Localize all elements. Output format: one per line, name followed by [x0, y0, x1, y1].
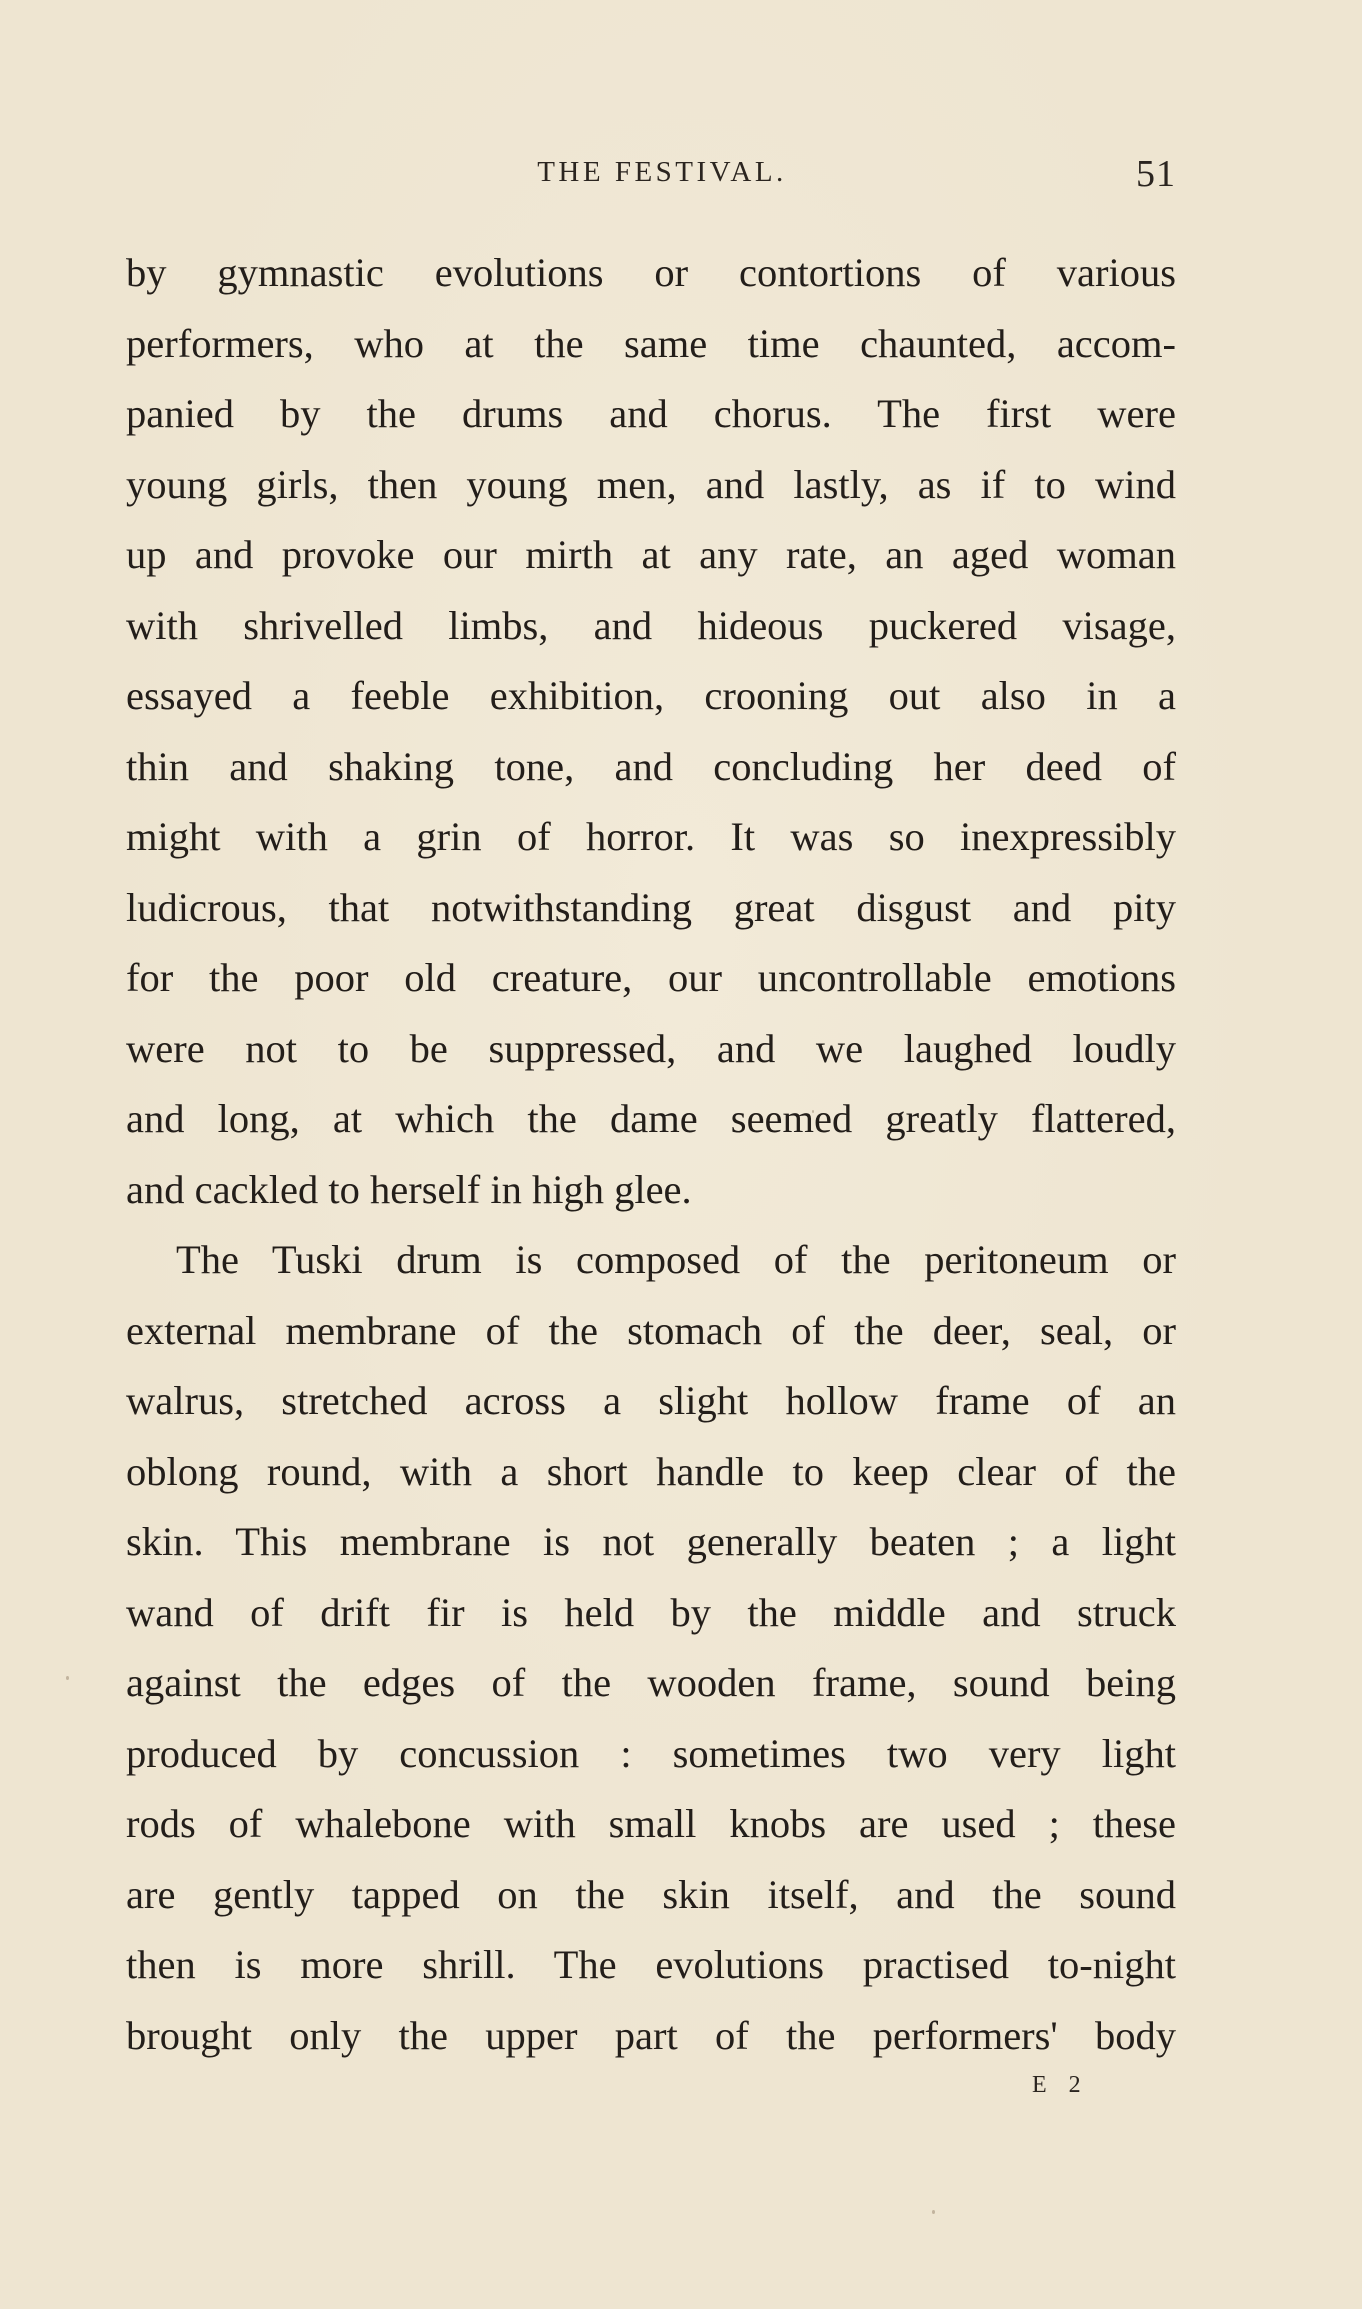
paper-speck [66, 1676, 69, 1680]
text-line: wand of drift fir is held by the middle and struck [126, 1589, 1176, 1635]
text-line: brought only the upper part of the performers' body [126, 2012, 1176, 2058]
text-line: walrus, stretched across a slight hollow frame of an [126, 1378, 1176, 1423]
running-title: THE FESTIVAL. [537, 156, 787, 188]
text-line: are gently tapped on the skin itself, and the sound [126, 1871, 1176, 1917]
text-line: thin and shaking tone, and concluding her deed of [126, 743, 1176, 789]
paper-speck [812, 1110, 814, 1113]
text-line: with shrivelled limbs, and hideous puckered visage, [126, 602, 1176, 648]
text-line: external membrane of the stomach of the deer, seal, or [126, 1307, 1176, 1353]
text-line: oblong round, with a short handle to keep clear of the [126, 1448, 1176, 1494]
text-line: young girls, then young men, and lastly, as if to wind [126, 461, 1176, 507]
text-line: then is more shrill. The evolutions practised to-night [126, 1942, 1176, 1987]
page-number: 51 [1136, 153, 1176, 195]
running-head [126, 152, 1176, 200]
text-line: skin. This membrane is not generally beaten ; a light [126, 1519, 1176, 1564]
paragraph-start-line: The Tuski drum is composed of the peritoneum or [176, 1237, 1176, 1282]
paper-speck [932, 2210, 935, 2214]
text-line: were not to be suppressed, and we laughed loudly [126, 1025, 1176, 1071]
text-line: panied by the drums and chorus. The first were [126, 391, 1176, 436]
text-line: ludicrous, that notwithstanding great disgust and pity [126, 884, 1176, 930]
text-line: up and provoke our mirth at any rate, an aged woman [126, 532, 1176, 577]
signature-mark: E 2 [1032, 2072, 1089, 2098]
text-line: and cackled to herself in high glee. [126, 1166, 692, 1212]
text-line: essayed a feeble exhibition, crooning out also in a [126, 673, 1176, 718]
text-line: rods of whalebone with small knobs are used ; these [126, 1801, 1176, 1846]
body-text [126, 238, 1176, 2071]
text-line: against the edges of the wooden frame, sound being [126, 1660, 1176, 1705]
text-line: by gymnastic evolutions or contortions of various [126, 250, 1176, 295]
text-line: for the poor old creature, our uncontrollable emotions [126, 955, 1176, 1000]
text-line: and long, at which the dame seemed greatly flattered, [126, 1096, 1176, 1141]
text-line: performers, who at the same time chaunted, accom- [126, 320, 1176, 366]
text-line: produced by concussion : sometimes two very light [126, 1730, 1176, 1776]
text-line: might with a grin of horror. It was so inexpressibly [126, 814, 1176, 859]
